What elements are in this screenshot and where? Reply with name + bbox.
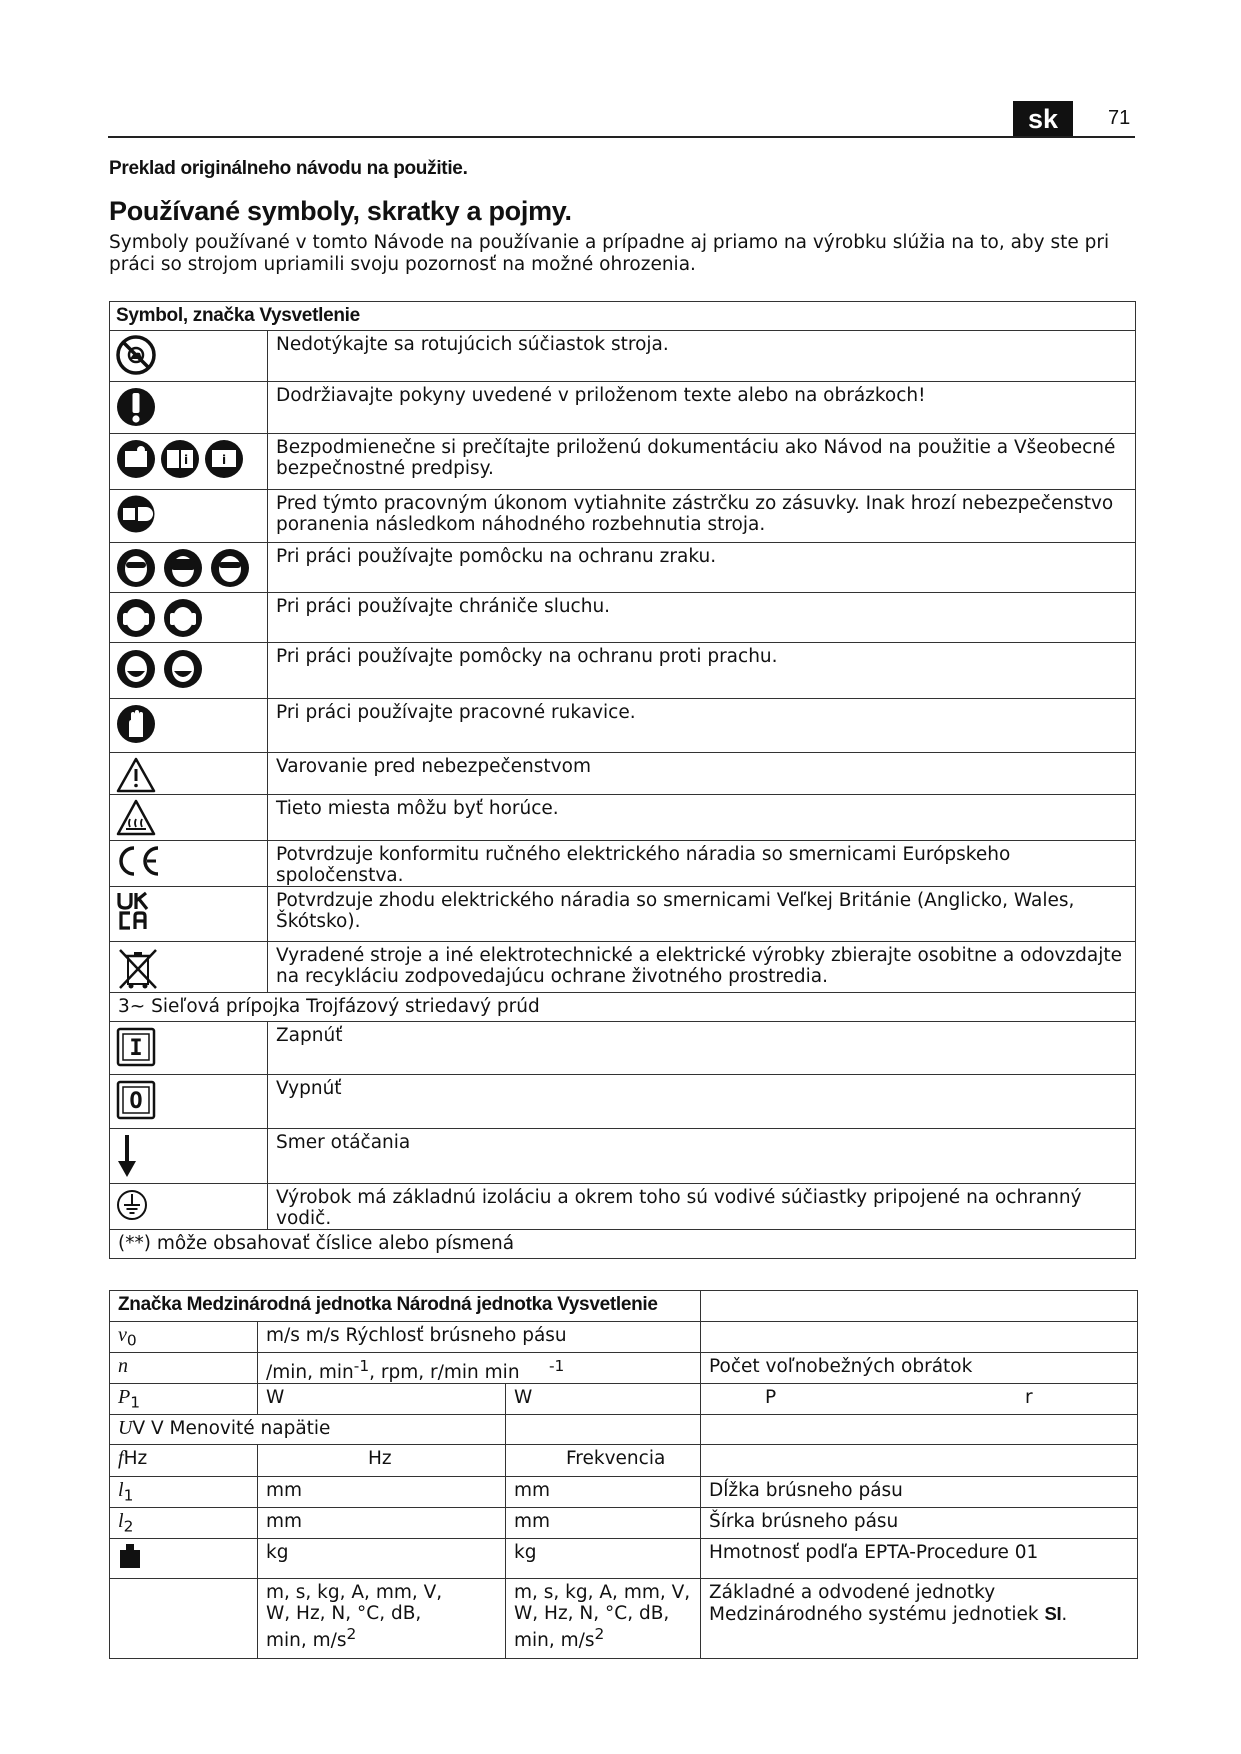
switch-off-icon [116, 1079, 156, 1121]
unit-cell: W [506, 1383, 701, 1414]
warning-triangle-icon [116, 757, 156, 793]
row-text: Tieto miesta môžu byť horúce. [268, 795, 1136, 841]
unit-mark: $P_1$ [110, 1383, 258, 1414]
ukca-mark-icon [116, 891, 150, 931]
unit-cell: Hz [258, 1444, 506, 1476]
unit-cell: W [258, 1383, 506, 1414]
symbols-table [109, 301, 1136, 1259]
unit-cell [701, 1322, 1138, 1353]
units-table-header: Značka Medzinárodná jednotka Národná jednotka Vysvetlenie [110, 1291, 701, 1322]
table-row [110, 1538, 1138, 1578]
ce-mark-icon [116, 845, 162, 877]
protective-earth-icon [116, 1188, 150, 1222]
hot-surface-icon [116, 799, 156, 837]
table-row [110, 942, 1136, 993]
row-text: Pri práci používajte pomôcku na ochranu zraku. [268, 543, 1136, 593]
unit-cell: Počet voľnobežných obrátok [701, 1352, 1138, 1383]
row-text: Bezpodmienečne si prečítajte priloženú dokumentáciu ako Návod na použitie a Všeobecné bezpečnostné predpisy. [268, 434, 1136, 490]
unit-mark: $l_1$ [110, 1476, 258, 1507]
unit-cell: Hmotnosť podľa EPTA-Procedure 01 [701, 1538, 1138, 1578]
weight-icon [118, 1542, 142, 1570]
weee-bin-icon [116, 946, 160, 992]
table-row [110, 593, 1136, 643]
table-row [110, 1129, 1136, 1184]
unit-cell: mm [506, 1507, 701, 1538]
table-row [110, 887, 1136, 942]
unit-cell: kg [506, 1538, 701, 1578]
svg-text:i: i [222, 453, 227, 467]
table-row [110, 1476, 1138, 1507]
table-row [110, 993, 1136, 1022]
rotation-direction-icon [116, 1133, 140, 1179]
row-text: Smer otáčania [268, 1129, 1136, 1184]
table-row [110, 1444, 1138, 1476]
footnote-row: (**) môže obsahovať číslice alebo písmená [110, 1230, 1136, 1259]
row-text: Potvrdzuje konformitu ručného elektrického náradia so smernicami Európskeho spoločenstva. [268, 841, 1136, 887]
units-table [109, 1290, 1138, 1659]
unit-cell: m, s, kg, A, mm, V, W, Hz, N, °C, dB, min, $m/s^2$ [258, 1578, 506, 1658]
table-row [110, 643, 1136, 699]
gloves-icon [116, 703, 156, 745]
units-header-empty [701, 1291, 1138, 1322]
row-text: Zapnúť [268, 1022, 1136, 1075]
no-touch-rotating-icon [116, 335, 156, 375]
unit-cell [506, 1414, 701, 1444]
unplug-icon [116, 494, 156, 534]
table-row [110, 434, 1136, 490]
unit-cell: Frekvencia [506, 1444, 701, 1476]
unit-mark: $v_0$ [110, 1322, 258, 1353]
unit-cell: m, s, kg, A, mm, V, W, Hz, N, °C, dB, min, $m/s^2$ [506, 1578, 701, 1658]
table-row [110, 1022, 1136, 1075]
row-text: Dodržiavajte pokyny uvedené v priloženom texte alebo na obrázkoch! [268, 382, 1136, 434]
unit-cell [701, 1414, 1138, 1444]
table-row [110, 1578, 1138, 1658]
row-text: Varovanie pred nebezpečenstvom [268, 753, 1136, 795]
eye-protection-icon [116, 547, 256, 589]
table-row [110, 1322, 1138, 1353]
unit-cell: mm [506, 1476, 701, 1507]
three-phase-row: 3~ Sieľová prípojka Trojfázový striedavý prúd [110, 993, 1136, 1022]
intro-paragraph: Symboly používané v tomto Návode na používanie a prípadne aj priamo na výrobku slúžia na to, aby ste pri práci so strojom upriamili svoju pozornosť na možné ohrozenia. [109, 232, 1110, 275]
table-row [110, 490, 1136, 543]
row-text: Pred týmto pracovným úkonom vytiahnite zástrčku zo zásuvky. Inak hrozí nebezpečenstvo poranenia následkom náhodného rozbehnutia stroja. [268, 490, 1136, 543]
row-text: Pri práci používajte chrániče sluchu. [268, 593, 1136, 643]
unit-cell: UV V Menovité napätie [110, 1414, 506, 1444]
unit-mark [110, 1578, 258, 1658]
table-row [110, 543, 1136, 593]
switch-on-icon [116, 1026, 156, 1068]
row-text: Pri práci používajte pracovné rukavice. [268, 699, 1136, 753]
unit-cell: kg [258, 1538, 506, 1578]
row-text: Nedotýkajte sa rotujúcich súčiastok stroja. [268, 331, 1136, 382]
table-row [110, 1507, 1138, 1538]
unit-cell: P r [701, 1383, 1138, 1414]
table-row [110, 1352, 1138, 1383]
unit-cell: Dĺžka brúsneho pásu [701, 1476, 1138, 1507]
switch-off-symbol: O [129, 1089, 143, 1114]
table-row [110, 1075, 1136, 1129]
unit-mark: $l_2$ [110, 1507, 258, 1538]
unit-mark: fHz [110, 1444, 258, 1476]
mandatory-exclamation-icon [116, 386, 156, 428]
unit-mark [110, 1538, 258, 1578]
table-row [110, 699, 1136, 753]
table-row [110, 1414, 1138, 1444]
unit-cell [701, 1444, 1138, 1476]
dust-mask-icon [116, 647, 211, 691]
read-manual-icon [116, 438, 246, 480]
table-row [110, 382, 1136, 434]
row-text: Vypnúť [268, 1075, 1136, 1129]
row-text: Výrobok má základnú izoláciu a okrem toho sú vodivé súčiastky pripojené na ochranný vodič. [268, 1184, 1136, 1230]
section-title: Používané symboly, skratky a pojmy. [109, 196, 572, 226]
unit-cell: Základné a odvodené jednotky Medzinárodného systému jednotiek SI. [701, 1578, 1138, 1658]
table-row [110, 753, 1136, 795]
table-row [110, 795, 1136, 841]
table-row [110, 841, 1136, 887]
table-row [110, 1230, 1136, 1259]
unit-cell: m/s m/s Rýchlosť brúsneho pásu [258, 1322, 701, 1353]
row-text: Potvrdzuje zhodu elektrického náradia so smernicami Veľkej Británie (Anglicko, Wales, Škótsko). [268, 887, 1136, 942]
ear-protection-icon [116, 597, 211, 639]
row-text: Pri práci používajte pomôcky na ochranu proti prachu. [268, 643, 1136, 699]
translation-note: Preklad originálneho návodu na použitie. [109, 158, 468, 179]
unit-cell: mm [258, 1507, 506, 1538]
table-row [110, 331, 1136, 382]
unit-cell: /min, $\min^{-1}$, rpm, r/min min $^{-1}$ [258, 1352, 701, 1383]
unit-cell: Šírka brúsneho pásu [701, 1507, 1138, 1538]
unit-cell: mm [258, 1476, 506, 1507]
svg-text:i: i [184, 453, 189, 467]
unit-mark: n [110, 1352, 258, 1383]
header-rule [108, 136, 1135, 138]
switch-on-symbol: I [129, 1036, 143, 1061]
table-row [110, 1383, 1138, 1414]
language-badge: sk [1013, 101, 1073, 137]
page-number: 71 [1108, 107, 1131, 129]
symbols-table-header: Symbol, značka Vysvetlenie [110, 302, 1136, 331]
table-row [110, 1184, 1136, 1230]
row-text: Vyradené stroje a iné elektrotechnické a elektrické výrobky zbierajte osobitne a odovzdajte na recykláciu zodpovedajúcu ochrane životného prostredia. [268, 942, 1136, 993]
